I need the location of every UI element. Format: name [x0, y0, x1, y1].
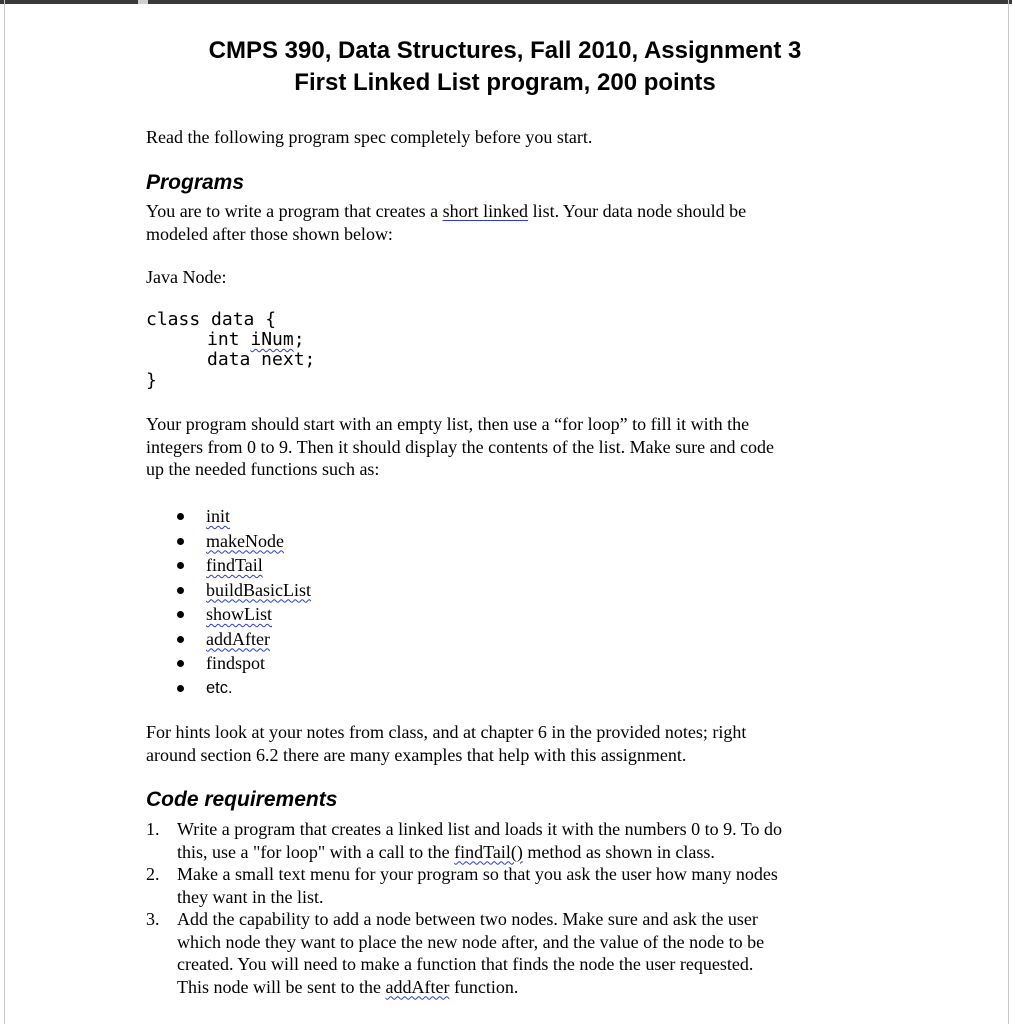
function-name: etc.	[206, 678, 233, 697]
addafter-function: addAfter	[385, 976, 450, 997]
requirement-text: method as shown in class.	[522, 841, 715, 862]
function-list	[175, 504, 311, 700]
page-right-edge	[1008, 0, 1009, 1024]
top-bar-marker	[138, 0, 148, 4]
programs-heading: Programs	[146, 171, 245, 194]
program-desc-line2: integers from 0 to 9. Then it should display the contents of the list. Make sure and code	[146, 436, 775, 457]
function-item	[175, 651, 311, 676]
programs-text-a: You are to write a program that creates a	[146, 201, 443, 221]
function-name: findTail	[206, 555, 263, 575]
function-item	[175, 602, 311, 627]
programs-line1	[146, 200, 866, 223]
program-description	[146, 413, 866, 481]
intro-text: Read the following program spec completely before you start.	[146, 127, 593, 147]
function-name: init	[206, 506, 231, 526]
hints-paragraph	[146, 721, 866, 766]
code-int-keyword: int	[207, 329, 251, 350]
function-item	[175, 504, 311, 529]
function-name: makeNode	[206, 530, 284, 551]
code-line-inum	[207, 330, 305, 350]
function-item	[175, 529, 311, 554]
function-item	[175, 676, 311, 701]
requirements-list	[146, 818, 866, 998]
requirement-line: which node they want to place the new node after, and the value of the node to be	[177, 931, 765, 952]
requirement-line: Make a small text menu for your program so that you ask the user how many nodes	[177, 864, 778, 884]
code-semicolon: ;	[293, 329, 305, 350]
requirement-text: function.	[449, 976, 519, 997]
hints-line1: For hints look at your notes from class, and at chapter 6 in the provided notes; right	[146, 722, 747, 742]
programs-text-b: list. Your data node should be	[528, 201, 747, 221]
function-item	[175, 553, 311, 578]
findtail-method: findTail()	[454, 841, 523, 862]
java-node-label: Java Node:	[146, 267, 227, 287]
code-line-class: class data {	[146, 309, 277, 330]
requirement-line	[177, 976, 866, 999]
code-line-next: data next;	[207, 349, 316, 370]
requirement-number: 1.	[146, 819, 160, 839]
function-name: findspot	[206, 653, 266, 673]
requirement-text: This node will be sent to the	[177, 976, 386, 997]
function-item	[175, 578, 311, 603]
requirement-line: created. You will need to make a function that finds the node the user requested.	[177, 954, 754, 974]
requirement-item	[146, 908, 866, 998]
programs-paragraph	[146, 200, 866, 245]
requirement-number: 2.	[146, 864, 160, 884]
requirement-line: Write a program that creates a linked list and loads it with the numbers 0 to 9. To do	[177, 819, 783, 839]
function-item	[175, 627, 311, 652]
code-inum-field: iNum	[250, 329, 294, 350]
requirement-line: they want in the list.	[177, 886, 324, 907]
document-title-line2: First Linked List program, 200 points	[294, 69, 716, 96]
function-name: showList	[206, 604, 273, 624]
page-left-edge	[4, 0, 5, 1024]
function-name: buildBasicList	[206, 579, 311, 600]
requirement-item	[146, 818, 866, 863]
programs-line2: modeled after those shown below:	[146, 223, 393, 244]
hints-line2: around section 6.2 there are many examples that help with this assignment.	[146, 744, 687, 765]
document-title-line1: CMPS 390, Data Structures, Fall 2010, Assignment 3	[208, 37, 802, 64]
program-desc-line1: Your program should start with an empty list, then use a “for loop” to fill it with the	[146, 414, 750, 434]
window-top-bar	[0, 0, 1012, 4]
short-linked-link[interactable]: short linked	[442, 201, 529, 221]
code-line-close: }	[146, 370, 157, 391]
requirement-number: 3.	[146, 909, 160, 929]
requirement-line	[177, 841, 866, 864]
code-requirements-heading: Code requirements	[146, 788, 338, 811]
requirement-item	[146, 863, 866, 908]
requirement-text: this, use a "for loop" with a call to the	[177, 841, 455, 862]
function-name: addAfter	[206, 628, 270, 649]
program-desc-line3: up the needed functions such as:	[146, 459, 380, 479]
requirement-line: Add the capability to add a node between two nodes. Make sure and ask the user	[177, 909, 758, 929]
